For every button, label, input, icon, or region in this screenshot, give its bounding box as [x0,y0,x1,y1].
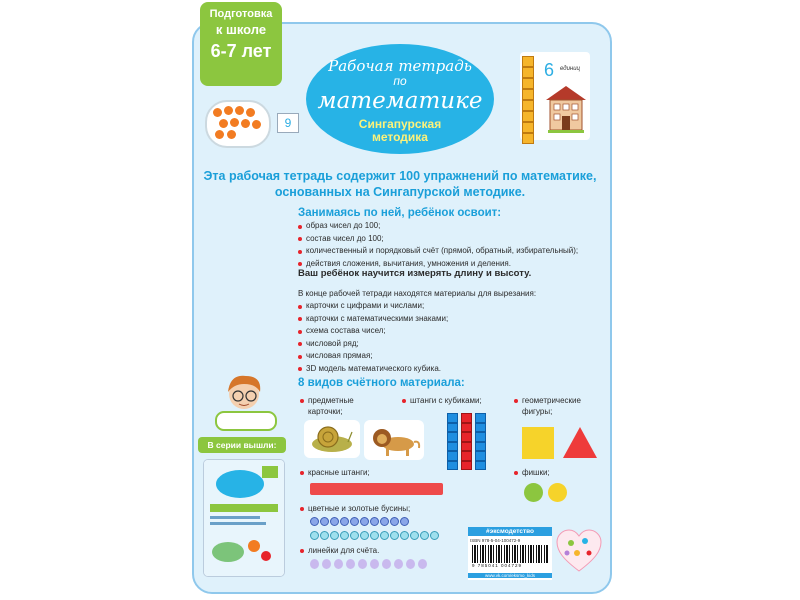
orange-icon [227,130,236,139]
materials-heading: 8 видов счётного материала: [298,377,465,389]
material-rulers-label: линейки для счёта. [300,545,379,556]
material-cards-label [300,395,354,417]
cutouts-intro: В конце рабочей тетради находятся материалы для вырезания: [298,289,537,298]
house-icon [542,82,590,134]
cutouts-list [298,300,448,375]
gold-beads-icon [310,531,439,541]
title-subtitle [306,118,494,144]
red-triangle-icon [562,426,598,459]
isbn-text: ISBN 978-5-04-100472-9 [470,538,521,543]
barcode-number: 9 785041 004729 [472,563,523,568]
counting-rod-icon [522,56,534,136]
material-shapes-line-1: геометрические [522,396,581,405]
list-item: числовая прямая; [298,350,448,363]
measure-text: Ваш ребёнок научится измерять длину и высоту. [298,268,532,279]
publisher-url: www.vk.com/eksmo_kids [468,573,552,578]
intro-text [192,168,608,200]
title-line-2: по [393,74,407,88]
material-beads-label: цветные и золотые бусины; [300,503,410,514]
orange-icon [219,119,228,128]
number-card: 9 [277,113,299,133]
yellow-square-icon [522,427,554,459]
skills-list [298,220,578,270]
material-cards-line-1: предметные [308,396,354,405]
list-item: карточки с математическими знаками; [298,313,448,326]
subtitle-line-2: методика [372,130,428,144]
tab-line-3: 6-7 лет [210,41,272,61]
material-shapes-line-2: фигуры; [522,407,553,416]
counting-ruler-icon [310,559,427,569]
intro-line-1: Эта рабочая тетрадь содержит 100 упражнений по математике, [203,169,597,183]
orange-icon [224,106,233,115]
unit-word: единиц [560,66,580,72]
list-item: числовой ряд; [298,338,448,351]
boy-illustration [210,370,285,432]
oranges-illustration [205,100,271,148]
series-book-thumbnail [203,459,285,577]
orange-icon [230,118,239,127]
list-item: образ чисел до 100; [298,220,578,233]
snail-icon [304,420,360,458]
cube-rod-icon [461,413,472,470]
publisher-hashtag: #эксмодетство [468,527,552,536]
book-cover-icon [204,460,284,576]
orange-icon [252,120,261,129]
title-line-3: математике [317,88,483,114]
skills-heading: Занимаясь по ней, ребёнок освоит: [298,207,502,219]
intro-line-2: основанных на Сингапурской методике. [274,185,526,199]
tab-line-1: Подготовка [209,8,273,20]
subtitle-line-1: Сингапурская [358,117,442,131]
lion-card [364,420,424,460]
age-tab [200,2,282,86]
material-cards-line-2: карточки; [308,407,343,416]
heart-logo-icon [555,527,603,575]
unit-number: 6 [544,60,555,80]
red-rod-icon [310,483,443,495]
barcode-icon [472,545,548,563]
material-red-rods-label: красные штанги; [300,467,370,478]
green-chip-icon [524,483,543,502]
list-item: 3D модель математического кубика. [298,363,448,376]
lion-icon [364,420,424,460]
title-line-1: Рабочая тетрадь [328,57,472,75]
orange-icon [213,108,222,117]
orange-icon [215,130,224,139]
series-badge: В серии вышли: [198,437,286,453]
list-item: количественный и порядковый счёт (прямой, обратный, избирательный); [298,245,578,258]
orange-icon [246,108,255,117]
beads-icon [310,517,409,527]
cube-rod-icon [475,413,486,470]
list-item: состав чисел до 100; [298,233,578,246]
tab-line-2: к школе [215,22,267,37]
snail-card [304,420,360,458]
orange-icon [241,119,250,128]
material-shapes-label [514,395,581,417]
list-item: карточки с цифрами и числами; [298,300,448,313]
material-chips-label: фишки; [514,467,550,478]
orange-icon [235,106,244,115]
cube-rod-icon [447,413,458,470]
yellow-chip-icon [548,483,567,502]
material-cubes-label: штанги с кубиками; [402,395,482,406]
list-item: действия сложения, вычитания, умножения и деления. [298,258,578,271]
list-item: схема состава чисел; [298,325,448,338]
title-badge [306,44,494,154]
